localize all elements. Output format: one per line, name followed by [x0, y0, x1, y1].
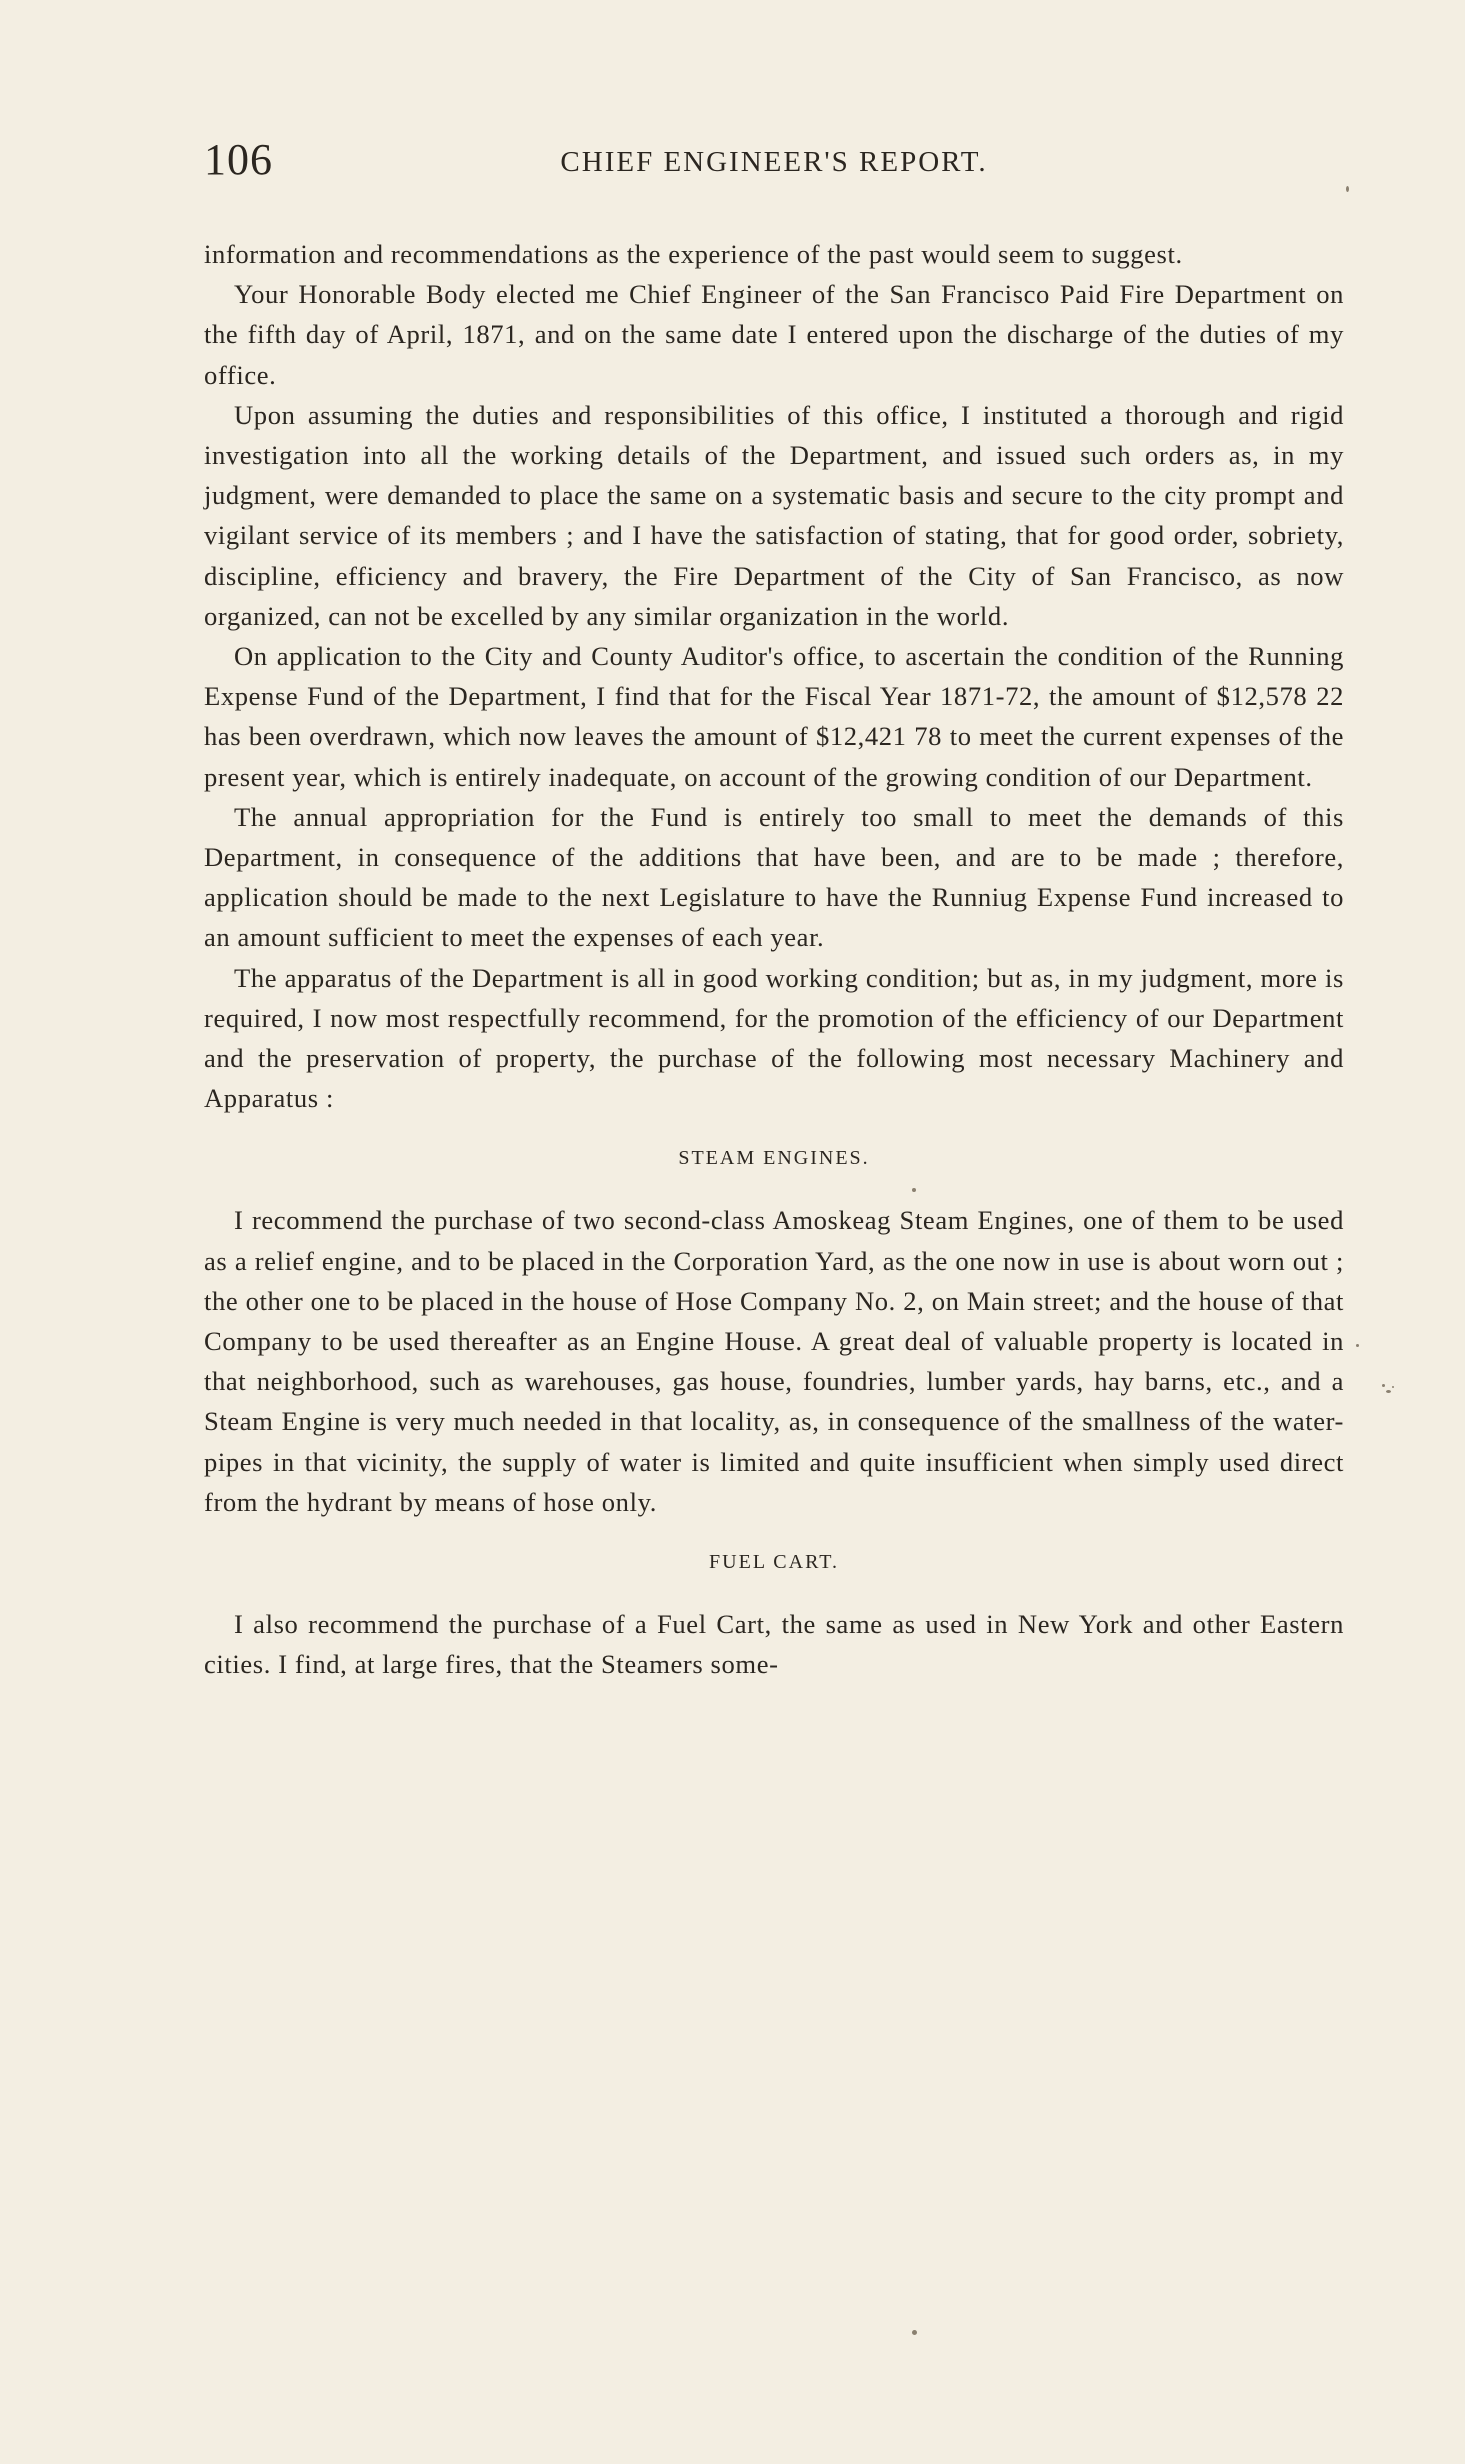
section-paragraph: I also recommend the purchase of a Fuel Cart, the same as used in New York and other Eastern cities. I find, at large fires, that the Steamers some-	[204, 1609, 1344, 1680]
paragraph: Your Honorable Body elected me Chief Engineer of the San Francisco Paid Fire Department on the fifth day of April, 1871, and on the same date I entered upon the discharge of the duties of my office.	[204, 279, 1344, 390]
section-heading-fuel-cart: FUEL CART.	[709, 1551, 839, 1574]
speck	[1382, 1384, 1385, 1387]
page-number: 106	[204, 135, 273, 184]
speck	[912, 2330, 917, 2335]
paragraph: The apparatus of the Department is all in good working condition; but as, in my judgment, more is required, I now most respectfully recommend, for the promotion of the efficiency of our Department and the preservation of property, the purchase of the following most necessary Machinery and Apparatus :	[204, 962, 1344, 1114]
page-header	[204, 134, 1344, 194]
speck	[1392, 1386, 1394, 1388]
speck	[1386, 1390, 1391, 1393]
running-head: CHIEF ENGINEER'S REPORT.	[560, 146, 988, 178]
speck	[1346, 186, 1349, 192]
section-paragraph: I recommend the purchase of two second-class Amoskeag Steam Engines, one of them to be used as a relief engine, and to be placed in the Corporation Yard, as the one now in use is about worn out ; the other one to be placed in the house of Hose Company No. 2, on Main street; and the house of that Company to be used thereafter as an Engine House. A great deal of valuable property is located in that neighborhood, such as warehouses, gas house, foundries, lumber yards, hay barns, etc., and a Steam Engine is very much needed in that locality, as, in consequence of the smallness of the water-pipes in that vicinity, the supply of water is limited and quite insufficient when simply used direct from the hydrant by means of hose only.	[204, 1205, 1344, 1517]
speck	[1356, 1344, 1359, 1347]
paragraph: Upon assuming the duties and responsibilities of this office, I instituted a thorough and rigid investigation into all the working details of the Department, and issued such orders as, in my judgment, were demanded to place the same on a systematic basis and secure to the city prompt and vigilant service of its members ; and I have the satisfaction of stating, that for good order, sobriety, discipline, efficiency and bravery, the Fire Department of the City of San Francisco, as now organized, can not be excelled by any similar organization in the world.	[204, 399, 1344, 631]
speck	[912, 1188, 916, 1192]
paragraph: On application to the City and County Auditor's office, to ascertain the condition of the Running Expense Fund of the Department, I find that for the Fiscal Year 1871-72, the amount of $12,578 22 has been overdrawn, which now leaves the amount of $12,421 78 to meet the current expenses of the present year, which is entirely inadequate, on account of the growing condition of our Department.	[204, 641, 1344, 792]
section-heading-steam-engines: STEAM ENGINES.	[678, 1147, 870, 1170]
paragraph: The annual appropriation for the Fund is entirely too small to meet the demands of this Department, in consequence of the additions that have been, and are to be made ; therefore, application should be made to the next Legislature to have the Runniug Expense Fund increased to an amount sufficient to meet the expenses of each year.	[204, 801, 1344, 953]
paragraph: information and recommendations as the experience of the past would seem to suggest.	[204, 239, 1183, 269]
body-text	[204, 234, 1344, 1685]
